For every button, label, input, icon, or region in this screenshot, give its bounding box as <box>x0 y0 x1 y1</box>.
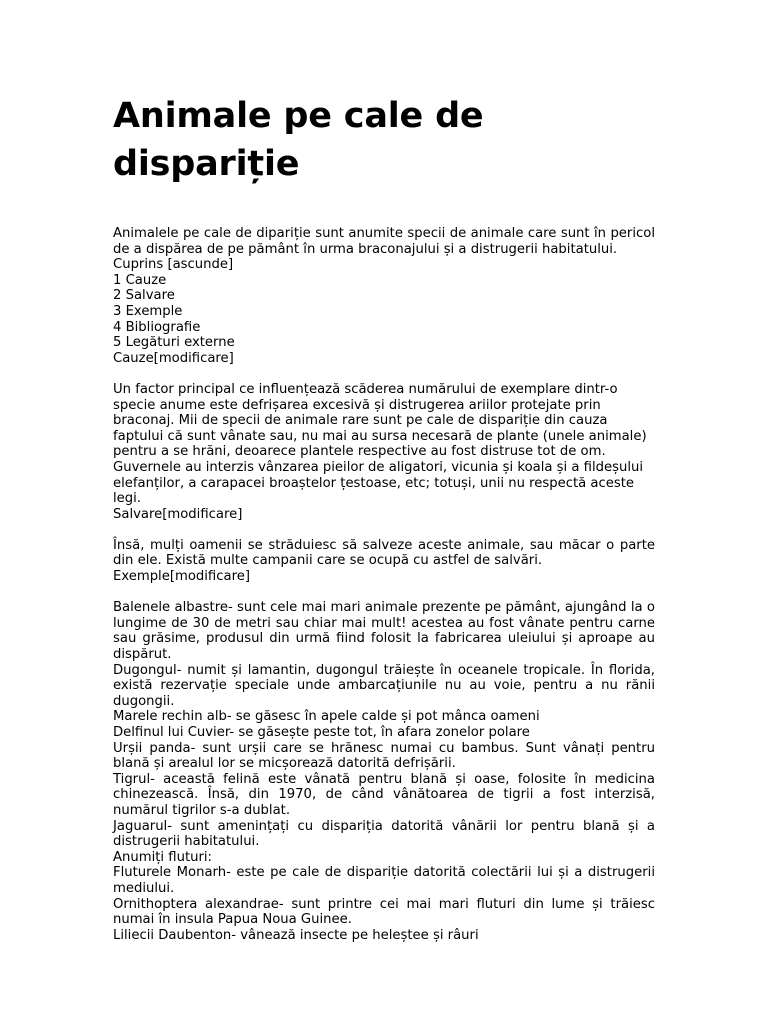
list-item: Liliecii Daubenton- vânează insecte pe heleștee și râuri <box>113 927 479 943</box>
intro-paragraph: Animalele pe cale de dipariție sunt anumite specii de animale care sunt în pericol de a dispărea de pe pământ în urma braconajului și a distrugerii habitatului. <box>113 226 655 257</box>
spacer <box>113 366 655 382</box>
list-item: Anumiți fluturi: <box>113 849 212 865</box>
document-body <box>113 226 655 943</box>
toc-item-salvare[interactable]: 2 Salvare <box>113 288 175 304</box>
page-title: Animale pe cale de dispariție <box>113 96 484 184</box>
salvare-paragraph: Însă, mulți oamenii se străduiesc să salveze aceste animale, sau măcar o parte din ele. Există multe campanii care se ocupă cu astfel de salvări. <box>113 537 655 569</box>
spacer <box>113 585 655 601</box>
list-item: Delfinul lui Cuvier- se găsește peste tot, în afara zonelor polare <box>113 725 530 740</box>
list-item: Fluturele Monarh- este pe cale de dispariție datorită colectării lui și a distrugerii mediului. <box>113 865 655 896</box>
toc-item-bibliografie[interactable]: 4 Bibliografie <box>113 319 201 335</box>
toc-item-exemple[interactable]: 3 Exemple <box>113 303 183 319</box>
list-item: Balenele albastre- sunt cele mai mari animale prezente pe pământ, ajungând la o lungime de 30 de metri sau chiar mai mult! acestea au fost vânate pentru carne sau grăsime, produsul din urmă fiind folosit la fabricarea uleiului și aproape au dispărut. <box>113 600 655 663</box>
table-of-contents <box>113 257 655 351</box>
list-item: Jaguarul- sunt amenințați cu dispariția datorită vânării lor pentru blană și a distrugerii habitatului. <box>113 818 655 850</box>
list-item: Urșii panda- sunt urșii care se hrănesc numai cu bambus. Sunt vânați pentru blană și arealul lor se micșorează datorită defrișării. <box>113 740 655 772</box>
section-heading-exemple: Exemple[modificare] <box>113 569 250 585</box>
list-item: Marele rechin alb- se găsesc în apele calde și pot mânca oameni <box>113 709 540 725</box>
examples-list <box>113 600 655 943</box>
toc-item-legaturi-externe[interactable]: 5 Legături externe <box>113 335 235 351</box>
toc-heading: Cuprins [ascunde] <box>113 257 234 273</box>
list-item: Ornithoptera alexandrae- sunt printre cei mai mari fluturi din lume și trăiesc numai în insula Papua Noua Guinee. <box>113 896 655 928</box>
spacer <box>113 522 655 538</box>
section-heading-salvare: Salvare[modificare] <box>113 506 243 522</box>
document-page <box>113 92 655 943</box>
toc-item-cauze[interactable]: 1 Cauze <box>113 272 167 288</box>
section-heading-cauze: Cauze[modificare] <box>113 350 234 366</box>
cauze-paragraph: Un factor principal ce influențează scăderea numărului de exemplare dintr-o specie anume este defrișarea excesivă și distrugerea ariilor protejate prin braconaj. Mii de specii de animale rare sunt pe cale de dispariție din cauza faptului că sunt vânate sau, nu mai au sursa necesară de plante (unele animale) pentru a se hrăni, deoarece plantele respective au fost distruse tot de om. Guvernele au interzis vânzarea pieilor de aligatori, vicunia și koala și a fildeșului elefanților, a carapacei broaștelor țestoase, etc; totuși, unii nu respectă aceste legi. <box>113 381 647 507</box>
list-item: Tigrul- această felină este vânată pentru blană și oase, folosite în medicina chinezească. Însă, din 1970, de când vânătoarea de tigrii a fost interzisă, numărul tigrilor s-a dublat. <box>113 771 655 818</box>
list-item: Dugongul- numit și lamantin, dugongul trăiește în oceanele tropicale. În florida, există rezervație speciale unde ambarcațiunile nu au voie, pentru a nu rănii dugongii. <box>113 662 655 709</box>
